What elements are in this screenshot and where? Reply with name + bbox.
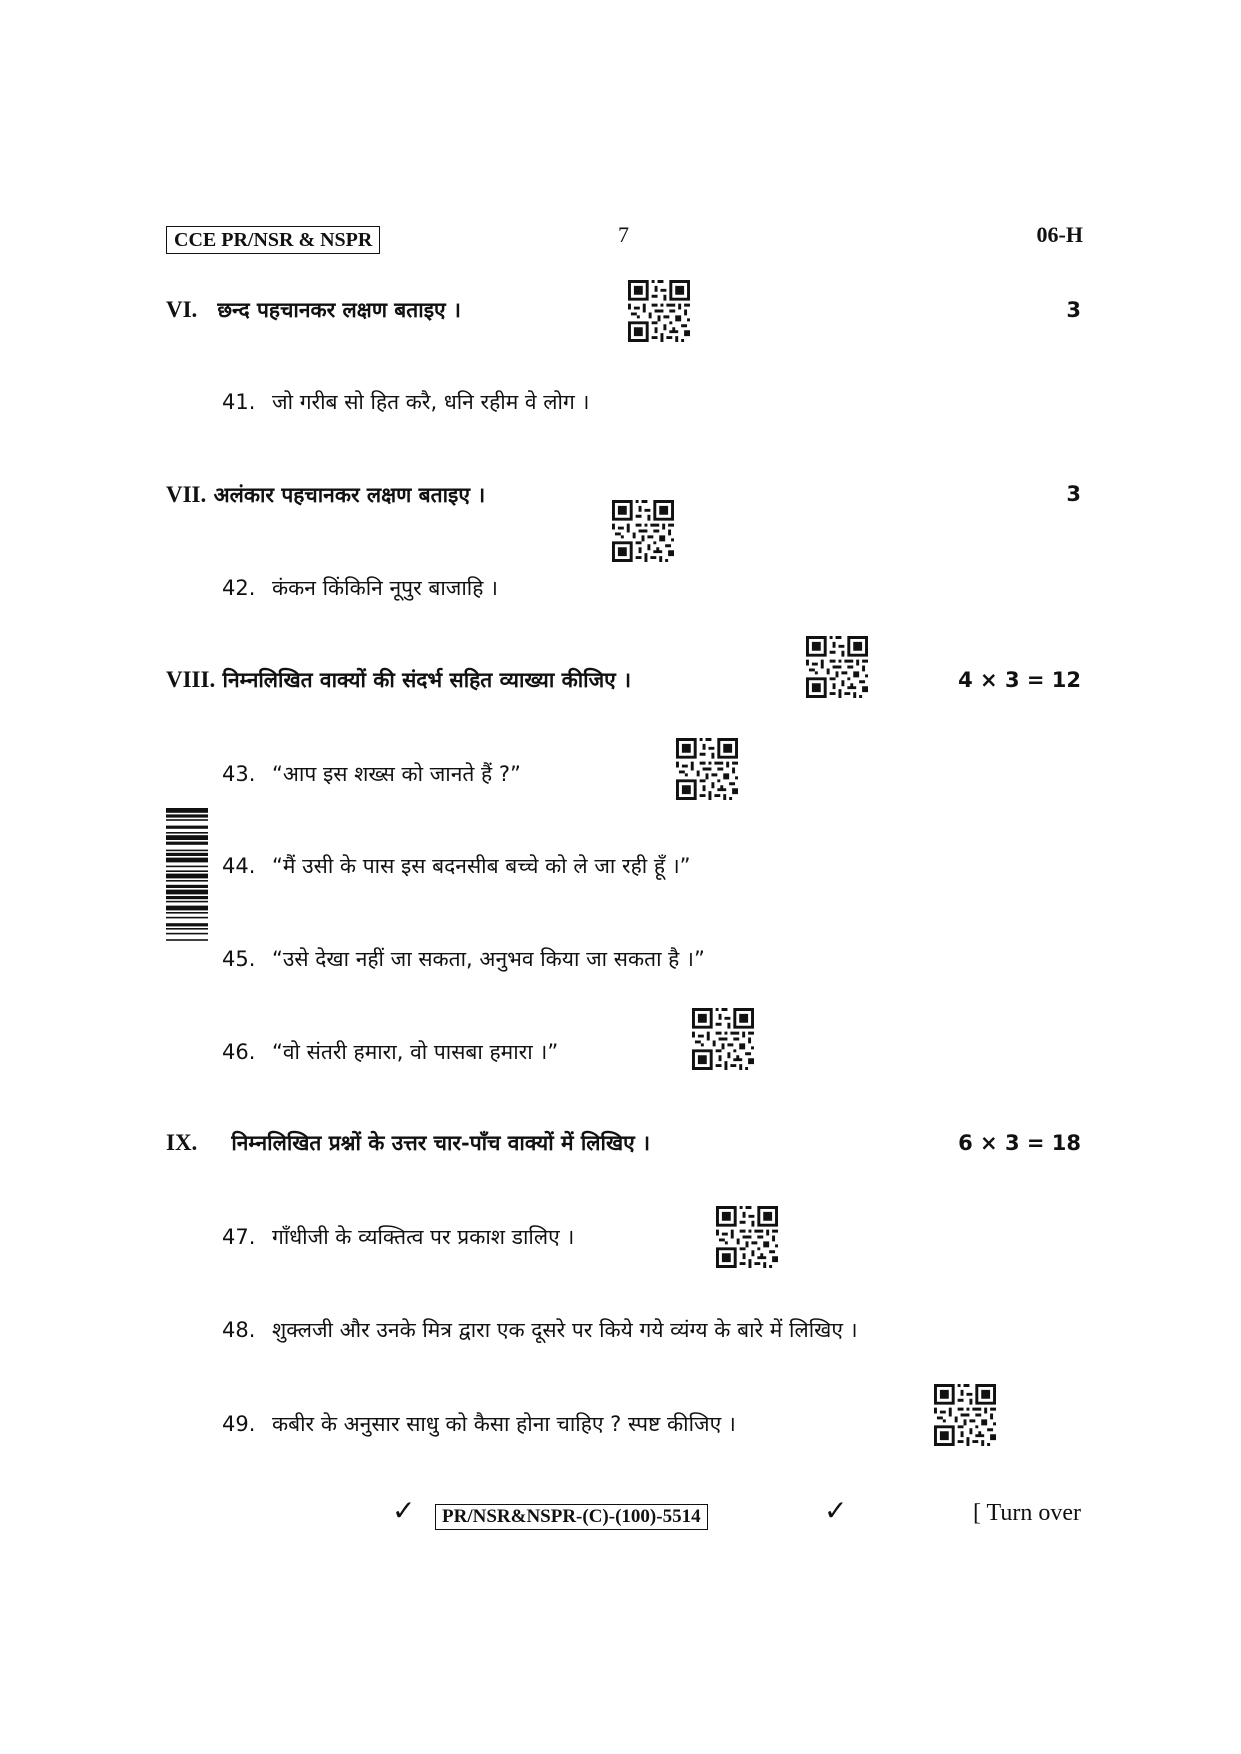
section-viii-heading [166, 666, 631, 694]
footer-code: PR/NSR&NSPR-(C)-(100)-5514 [435, 1504, 708, 1530]
section-number: VI. [166, 297, 198, 322]
question-45 [222, 945, 705, 973]
qr-code-icon [716, 1206, 778, 1268]
paper-code: 06-H [1036, 222, 1083, 247]
question-44 [222, 852, 691, 880]
section-ix-heading [166, 1129, 650, 1157]
question-number: 49. [222, 1412, 256, 1436]
check-mark-icon: ✓ [824, 1494, 848, 1527]
section-vii-marks: 3 [1066, 482, 1081, 506]
question-text: कंकन किंकिनि नूपुर बाजाहि । [272, 576, 499, 600]
section-vi-heading [166, 296, 461, 324]
section-number: VII. [166, 482, 207, 507]
qr-code-icon [628, 280, 690, 342]
section-number: VIII. [166, 667, 216, 692]
qr-code-icon [806, 636, 868, 698]
section-viii-marks: 4 × 3 = 12 [958, 668, 1081, 692]
qr-code-icon [676, 738, 738, 800]
question-text: कबीर के अनुसार साधु को कैसा होना चाहिए ? स्पष्ट कीजिए । [272, 1412, 736, 1436]
section-ix-marks: 6 × 3 = 18 [958, 1131, 1081, 1155]
question-text: जो गरीब सो हित करै, धनि रहीम वे लोग । [272, 390, 590, 414]
question-text: “वो संतरी हमारा, वो पासबा हमारा ।” [272, 1040, 559, 1064]
question-text: “उसे देखा नहीं जा सकता, अनुभव किया जा सकता है ।” [272, 947, 705, 971]
barcode-icon [166, 808, 208, 1044]
question-number: 42. [222, 576, 256, 600]
question-number: 48. [222, 1318, 256, 1342]
question-text: शुक्लजी और उनके मित्र द्वारा एक दूसरे पर किये गये व्यंग्य के बारे में लिखिए । [272, 1318, 858, 1342]
qr-code-icon [692, 1008, 754, 1070]
question-43 [222, 760, 521, 788]
question-number: 44. [222, 854, 256, 878]
section-title: अलंकार पहचानकर लक्षण बताइए । [213, 482, 486, 507]
question-41 [222, 388, 589, 416]
question-46 [222, 1038, 558, 1066]
section-number: IX. [166, 1130, 198, 1155]
question-number: 46. [222, 1040, 256, 1064]
question-text: “मैं उसी के पास इस बदनसीब बच्चे को ले जा रही हूँ ।” [272, 854, 691, 878]
page-number: 7 [618, 222, 629, 247]
question-47 [222, 1223, 574, 1251]
question-48 [222, 1316, 858, 1344]
question-number: 47. [222, 1225, 256, 1249]
question-text: “आप इस शख्स को जानते हैं ?” [272, 762, 521, 786]
section-title: छन्द पहचानकर लक्षण बताइए । [217, 297, 461, 322]
section-title: निम्नलिखित प्रश्नों के उत्तर चार-पाँच वाक्यों में लिखिए । [231, 1130, 651, 1155]
section-vii-heading [166, 481, 485, 509]
question-text: गाँधीजी के व्यक्तित्व पर प्रकाश डालिए । [272, 1225, 575, 1249]
qr-code-icon [934, 1384, 996, 1446]
check-mark-icon: ✓ [392, 1494, 416, 1527]
question-49 [222, 1410, 736, 1438]
question-42 [222, 574, 498, 602]
section-vi-marks: 3 [1066, 298, 1081, 322]
question-number: 41. [222, 390, 256, 414]
section-title: निम्नलिखित वाक्यों की संदर्भ सहित व्याख्या कीजिए । [222, 667, 632, 692]
exam-label: CCE PR/NSR & NSPR [166, 226, 380, 254]
turn-over-label: [ Turn over [972, 1500, 1081, 1526]
question-number: 43. [222, 762, 256, 786]
qr-code-icon [612, 500, 674, 562]
question-number: 45. [222, 947, 256, 971]
